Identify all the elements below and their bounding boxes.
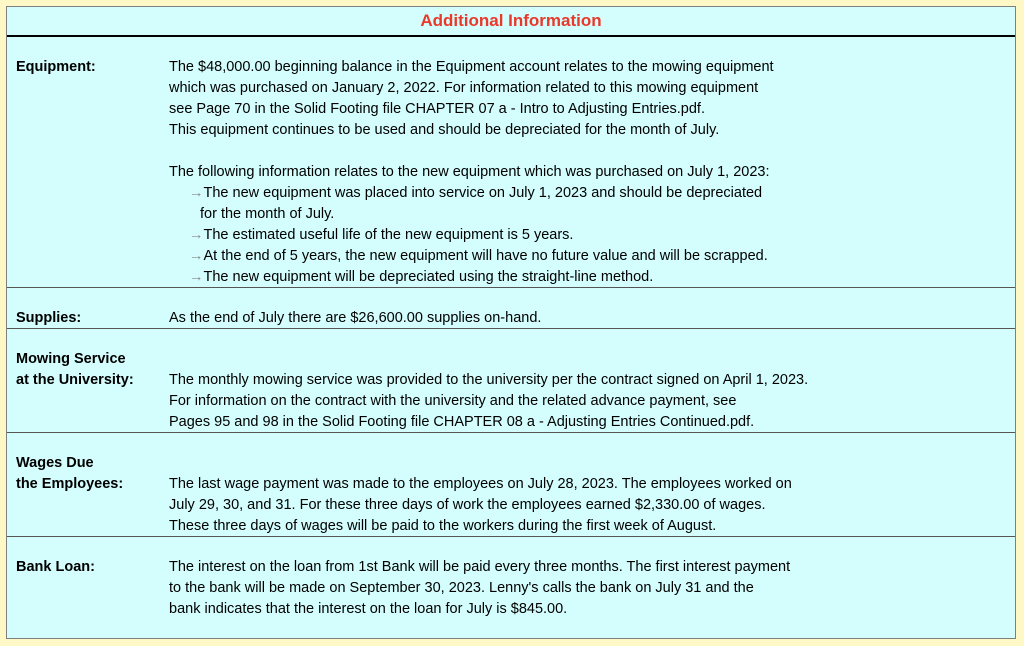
bullet-item: →The estimated useful life of the new equipment is 5 years. [189, 227, 574, 243]
bullet-item: →The new equipment will be depreciated using the straight-line method. [189, 269, 654, 285]
equipment-line: which was purchased on January 2, 2022. For information related to this mowing equipment [169, 80, 759, 96]
divider [7, 328, 1015, 329]
supplies-text: As the end of July there are $26,600.00 supplies on-hand. [169, 310, 542, 326]
mowing-line: The monthly mowing service was provided to the university per the contract signed on April 1, 2023. [169, 372, 809, 388]
bullet-item: →At the end of 5 years, the new equipment will have no future value and will be scrapped. [189, 248, 768, 264]
wages-label: Wages Due the Employees: [16, 455, 124, 492]
bullet-item-continued: for the month of July. [200, 206, 335, 222]
new-equipment-intro: The following information relates to the new equipment which was purchased on July 1, 2023: [169, 164, 770, 180]
divider [7, 432, 1015, 433]
wages-text [169, 474, 792, 537]
loan-line: The interest on the loan from 1st Bank will be paid every three months. The first interest payment [169, 559, 791, 575]
equipment-line: This equipment continues to be used and should be depreciated for the month of July. [169, 122, 720, 138]
equipment-line: see Page 70 in the Solid Footing file CHAPTER 07 a - Intro to Adjusting Entries.pdf. [169, 101, 705, 117]
supplies-label: Supplies: [16, 310, 82, 326]
divider [7, 287, 1015, 288]
wages-line: These three days of wages will be paid to the workers during the first week of August. [169, 518, 717, 534]
loan-line: bank indicates that the interest on the loan for July is $845.00. [169, 601, 568, 617]
mowing-text [169, 370, 808, 433]
equipment-label: Equipment: [16, 59, 96, 75]
equipment-text [169, 57, 774, 288]
arrow-icon: → [189, 185, 204, 201]
equipment-line: The $48,000.00 beginning balance in the Equipment account relates to the mowing equipment [169, 59, 774, 75]
mowing-line: For information on the contract with the university and the related advance payment, see [169, 393, 737, 409]
mowing-label: Mowing Service at the University: [16, 351, 134, 388]
loan-text [169, 557, 790, 620]
panel-title: Additional Information [7, 7, 1015, 37]
bullet-item: →The new equipment was placed into service on July 1, 2023 and should be depreciated [189, 185, 763, 201]
arrow-icon: → [189, 248, 204, 264]
divider [7, 536, 1015, 537]
loan-label: Bank Loan: [16, 559, 95, 575]
arrow-icon: → [189, 227, 204, 243]
arrow-icon: → [189, 269, 204, 285]
wages-line: The last wage payment was made to the employees on July 28, 2023. The employees worked on [169, 476, 792, 492]
additional-info-panel [6, 6, 1016, 639]
mowing-line: Pages 95 and 98 in the Solid Footing file CHAPTER 08 a - Adjusting Entries Continued.pdf. [169, 414, 755, 430]
wages-line: July 29, 30, and 31. For these three days of work the employees earned $2,330.00 of wages. [169, 497, 766, 513]
loan-line: to the bank will be made on September 30, 2023. Lenny's calls the bank on July 31 and the [169, 580, 754, 596]
